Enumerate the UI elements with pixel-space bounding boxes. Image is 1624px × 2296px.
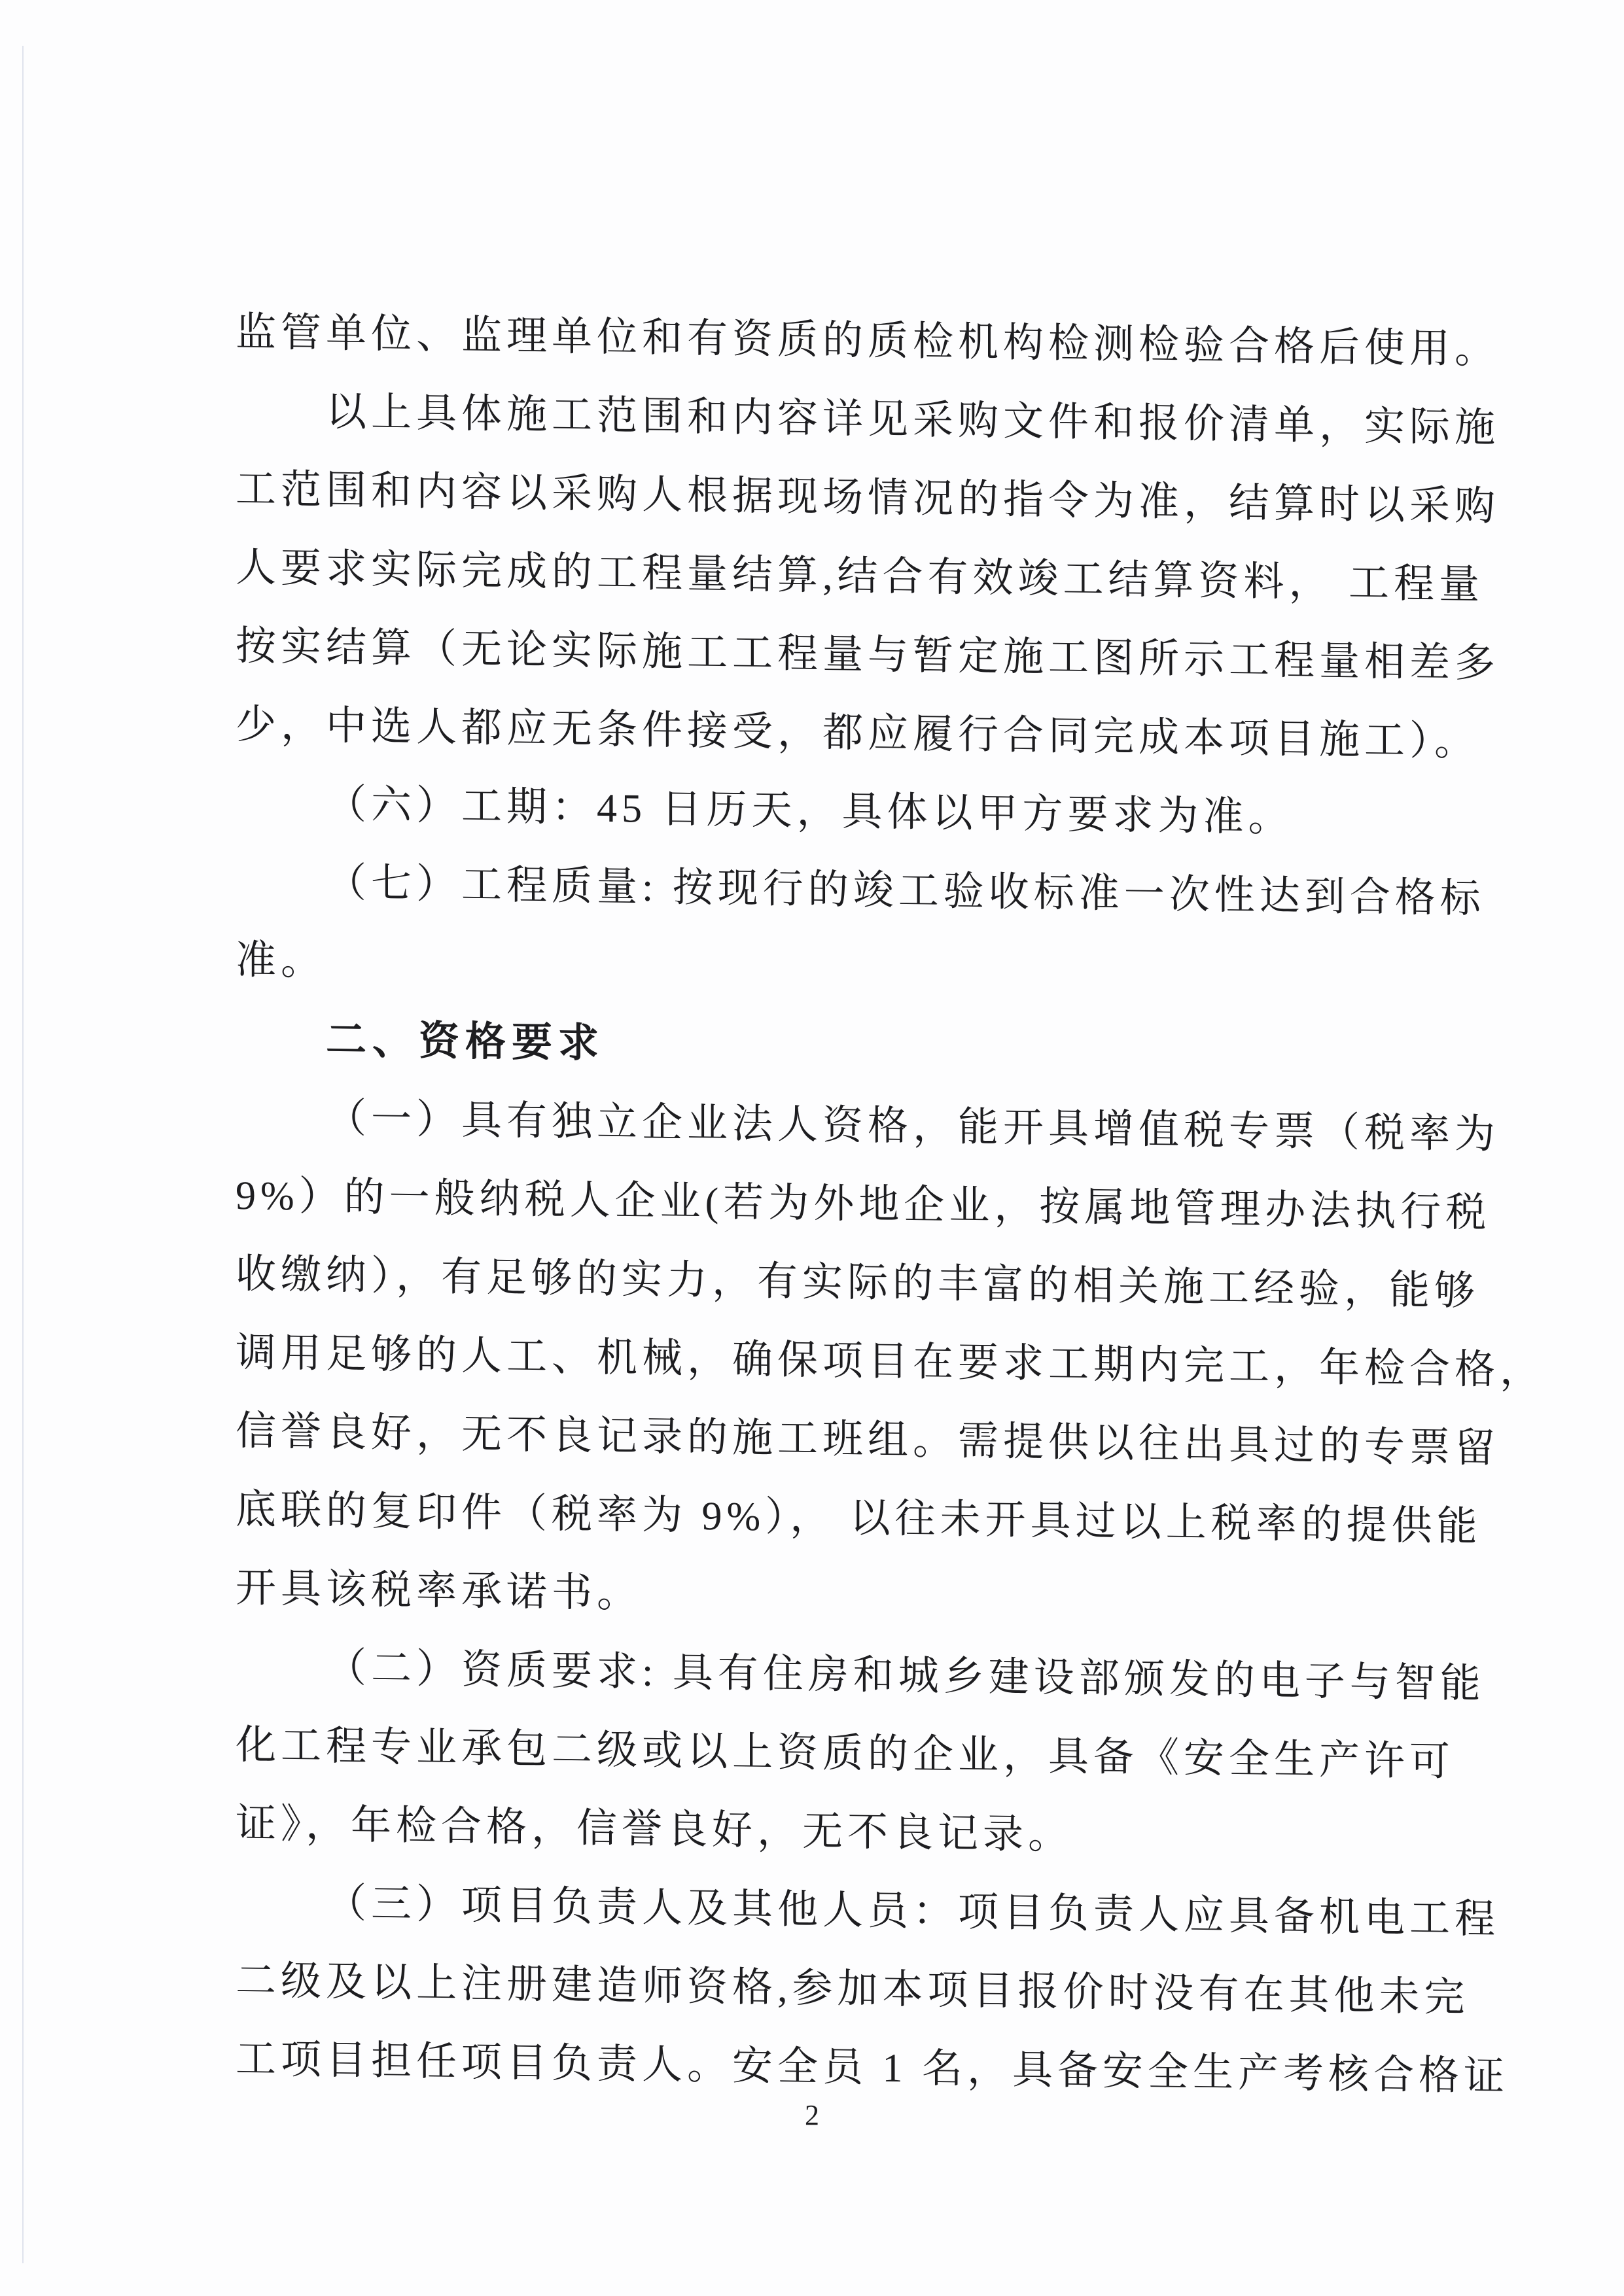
text-line: 按实结算（无论实际施工工程量与暂定施工图所示工程量相差多 (236, 624, 1500, 686)
text-line: 工项目担任项目负责人。安全员 1 名，具备安全生产考核合格证 (236, 2037, 1509, 2100)
text-line: 9%）的一般纳税人企业(若为外地企业，按属地管理办法执行税 (236, 1174, 1491, 1236)
document-body (236, 293, 1545, 2116)
text-line: 人要求实际完成的工程量结算,结合有效竣工结算资料， 工程量 (236, 546, 1485, 608)
text-line: 以上具体施工范围和内容详见采购文件和报价清单，实际施 (326, 389, 1500, 451)
text-line-clause-7: （七）工程质量: 按现行的竣工验收标准一次性达到合格标 (326, 860, 1485, 922)
text-line: 开具该税率承诺书。 (236, 1566, 643, 1616)
text-line-clause-6: （六）工期：45 日历天，具体以甲方要求为准。 (326, 782, 1294, 841)
text-line: 监管单位、监理单位和有资质的质检机构检测检验合格后使用。 (236, 310, 1500, 372)
text-line-item-2: （二）资质要求: 具有住房和城乡建设部颁发的电子与智能 (326, 1645, 1485, 1707)
section-heading-qualifications: 二、资格要求 (326, 1017, 605, 1066)
text-line-item-3: （三）项目负责人及其他人员：项目负责人应具备机电工程 (326, 1881, 1500, 1942)
text-line: 少，中选人都应无条件接受，都应履行合同完成本项目施工）。 (236, 703, 1480, 765)
text-line: 收缴纳），有足够的实力，有实际的丰富的相关施工经验，能够 (236, 1252, 1480, 1314)
text-line: 底联的复印件（税率为 9%）， 以往未开具过以上税率的提供能 (236, 1487, 1482, 1550)
text-line: 二级及以上注册建造师资格,参加本项目报价时没有在其他未完 (236, 1958, 1470, 2021)
text-line: 调用足够的人工、机械，确保项目在要求工期内完工，年检合格， (236, 1331, 1545, 1393)
text-line: 准。 (236, 938, 327, 984)
text-line: 证》，年检合格，信誉良好，无不良记录。 (236, 1801, 1074, 1858)
text-line: 信誉良好，无不良记录的施工班组。需提供以往出具过的专票留 (236, 1409, 1500, 1471)
scan-edge-artifact (22, 46, 24, 2263)
page-number: 2 (805, 2099, 819, 2131)
text-line-item-1: （一）具有独立企业法人资格，能开具增值税专票（税率为 (326, 1096, 1500, 1157)
text-line: 化工程专业承包二级或以上资质的企业，具备《安全生产许可 (236, 1723, 1455, 1785)
text-line: 工范围和内容以采购人根据现场情况的指令为准，结算时以采购 (236, 467, 1500, 529)
